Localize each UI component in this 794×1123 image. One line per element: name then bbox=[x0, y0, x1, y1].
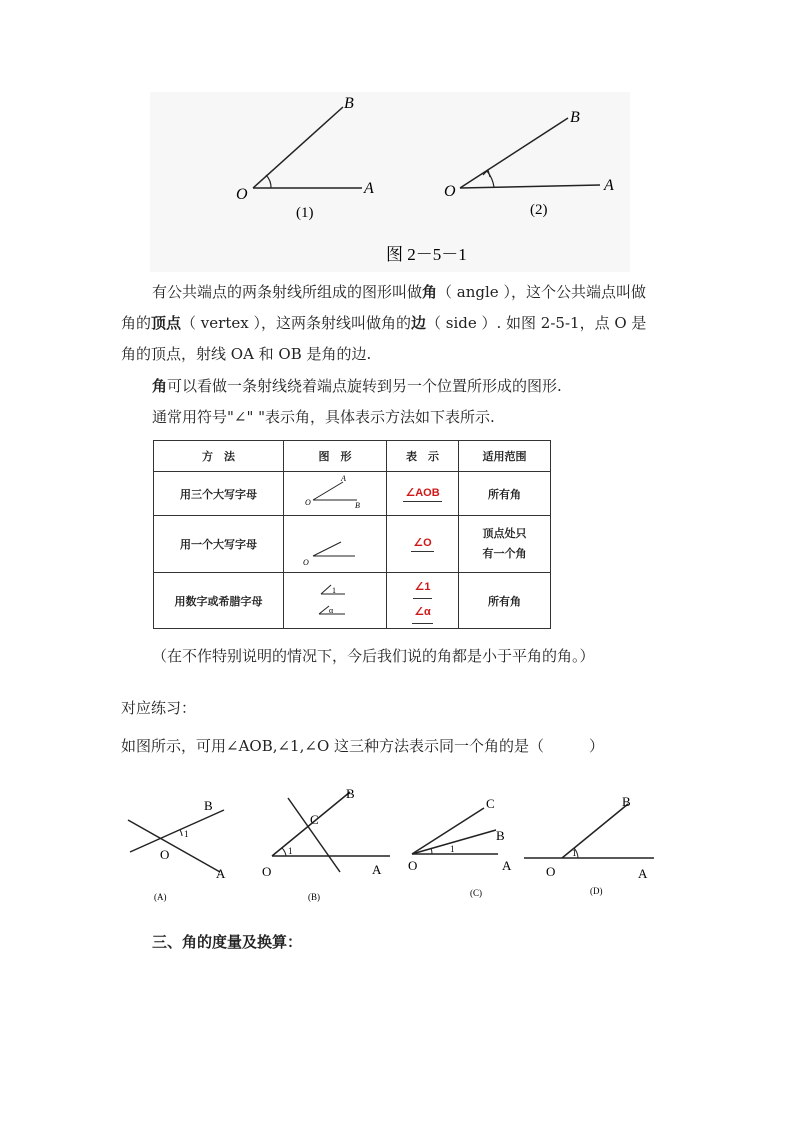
scope-line2: 有一个角 bbox=[482, 548, 527, 560]
exercise-heading: 对应练习： bbox=[121, 699, 197, 717]
svg-text:A: A bbox=[341, 474, 346, 483]
svg-text:O: O bbox=[408, 858, 418, 873]
scope-cell: 所有角 bbox=[459, 573, 551, 629]
method-cell: 用三个大写字母 bbox=[154, 472, 284, 516]
svg-text:(D): (D) bbox=[590, 886, 603, 896]
svg-text:1: 1 bbox=[288, 846, 293, 856]
option-b-figure bbox=[262, 786, 390, 902]
svg-text:C: C bbox=[486, 796, 495, 811]
svg-text:(A): (A) bbox=[154, 892, 167, 902]
mini-angle-1-alpha bbox=[285, 574, 385, 624]
term-vertex: 顶点 bbox=[151, 314, 182, 332]
svg-text:A: A bbox=[502, 858, 512, 873]
caption-left: (1) bbox=[296, 205, 314, 221]
header-expr: 表 示 bbox=[387, 441, 459, 472]
para1-line1 bbox=[152, 281, 646, 303]
para2-text: 可以看做一条射线绕着端点旋转到另一个位置所形成的图形. bbox=[167, 377, 562, 395]
svg-text:(B): (B) bbox=[308, 892, 320, 902]
header-figure: 图 形 bbox=[284, 441, 387, 472]
para1-text-2c: （ vertex ），这两条射线叫做角的 bbox=[181, 314, 411, 332]
figure-title: 图 2－5－1 bbox=[386, 245, 467, 264]
header-method: 方 法 bbox=[154, 441, 284, 472]
term-angle: 角 bbox=[422, 283, 438, 301]
figure-cell bbox=[284, 516, 387, 573]
para1-text-a: 有公共端点的两条射线所组成的图形叫做 bbox=[152, 283, 423, 301]
para1-line2 bbox=[121, 312, 646, 334]
scope-cell bbox=[459, 516, 551, 573]
table-row bbox=[154, 573, 551, 629]
svg-text:O: O bbox=[303, 557, 309, 567]
option-d-figure bbox=[524, 794, 654, 896]
expr-o: ∠O bbox=[411, 536, 433, 552]
option-c-figure bbox=[408, 796, 512, 898]
svg-text:A: A bbox=[372, 862, 382, 877]
notation-table bbox=[153, 440, 551, 629]
svg-text:A: A bbox=[638, 866, 648, 881]
svg-text:O: O bbox=[262, 864, 272, 879]
option-a-figure bbox=[128, 798, 226, 902]
term-angle-2: 角 bbox=[152, 377, 168, 395]
svg-text:B: B bbox=[355, 501, 360, 510]
svg-text:O: O bbox=[546, 864, 556, 879]
svg-text:B: B bbox=[496, 828, 505, 843]
figure-cell bbox=[284, 573, 387, 629]
expr-alpha: ∠α bbox=[412, 603, 433, 624]
figure-cell bbox=[284, 472, 387, 516]
expr-cell bbox=[387, 516, 459, 573]
svg-text:1: 1 bbox=[450, 844, 455, 854]
mini-angle-aob bbox=[285, 472, 385, 512]
svg-text:1: 1 bbox=[572, 848, 577, 858]
expr-cell bbox=[387, 573, 459, 629]
scope-cell: 所有角 bbox=[459, 472, 551, 516]
section-heading: 三、角的度量及换算： bbox=[152, 933, 303, 951]
label-b-right: B bbox=[570, 109, 580, 126]
svg-text:B: B bbox=[204, 798, 213, 813]
para1-line3: 角的顶点，射线 OA 和 OB 是角的边. bbox=[121, 345, 372, 363]
exercise-figures bbox=[120, 780, 680, 910]
figure-2-5-1 bbox=[150, 92, 630, 272]
label-b-left: B bbox=[344, 95, 354, 112]
method-cell: 用一个大写字母 bbox=[154, 516, 284, 573]
method-cell: 用数字或希腊字母 bbox=[154, 573, 284, 629]
scope-line1: 顶点处只 bbox=[482, 528, 527, 540]
svg-text:(C): (C) bbox=[470, 888, 482, 898]
label-o-right: O bbox=[444, 183, 456, 200]
expr-aob: ∠AOB bbox=[403, 486, 441, 502]
svg-text:O: O bbox=[305, 498, 311, 507]
note: （在不作特别说明的情况下，今后我们说的角都是小于平角的角。） bbox=[152, 647, 595, 665]
caption-right: (2) bbox=[530, 202, 548, 218]
svg-text:B: B bbox=[622, 794, 631, 809]
term-side: 边 bbox=[410, 314, 426, 332]
label-a-left: A bbox=[364, 180, 374, 197]
label-o-left: O bbox=[236, 186, 248, 203]
svg-text:C: C bbox=[310, 812, 319, 827]
para1-text-c: （ angle ），这个公共端点叫做 bbox=[437, 283, 646, 301]
para2 bbox=[152, 375, 562, 397]
para1-text-2a: 角的 bbox=[121, 314, 152, 332]
svg-text:O: O bbox=[160, 847, 170, 862]
header-scope: 适用范围 bbox=[459, 441, 551, 472]
para3: 通常用符号"∠" "表示角，具体表示方法如下表所示. bbox=[152, 408, 495, 426]
expr-1: ∠1 bbox=[413, 578, 433, 599]
svg-text:A: A bbox=[216, 866, 226, 881]
svg-text:1: 1 bbox=[332, 586, 336, 595]
table-row bbox=[154, 472, 551, 516]
svg-text:α: α bbox=[329, 606, 334, 615]
para1-text-2e: （ side ）. 如图 2-5-1，点 O 是 bbox=[425, 314, 647, 332]
mini-angle-o bbox=[285, 518, 385, 568]
svg-text:1: 1 bbox=[184, 829, 189, 839]
exercise-question: 如图所示，可用∠AOB,∠1,∠O 这三种方法表示同一个角的是（ ） bbox=[121, 737, 605, 755]
svg-text:B: B bbox=[346, 786, 355, 801]
label-a-right: A bbox=[604, 177, 614, 194]
expr-cell bbox=[387, 472, 459, 516]
table-row bbox=[154, 516, 551, 573]
